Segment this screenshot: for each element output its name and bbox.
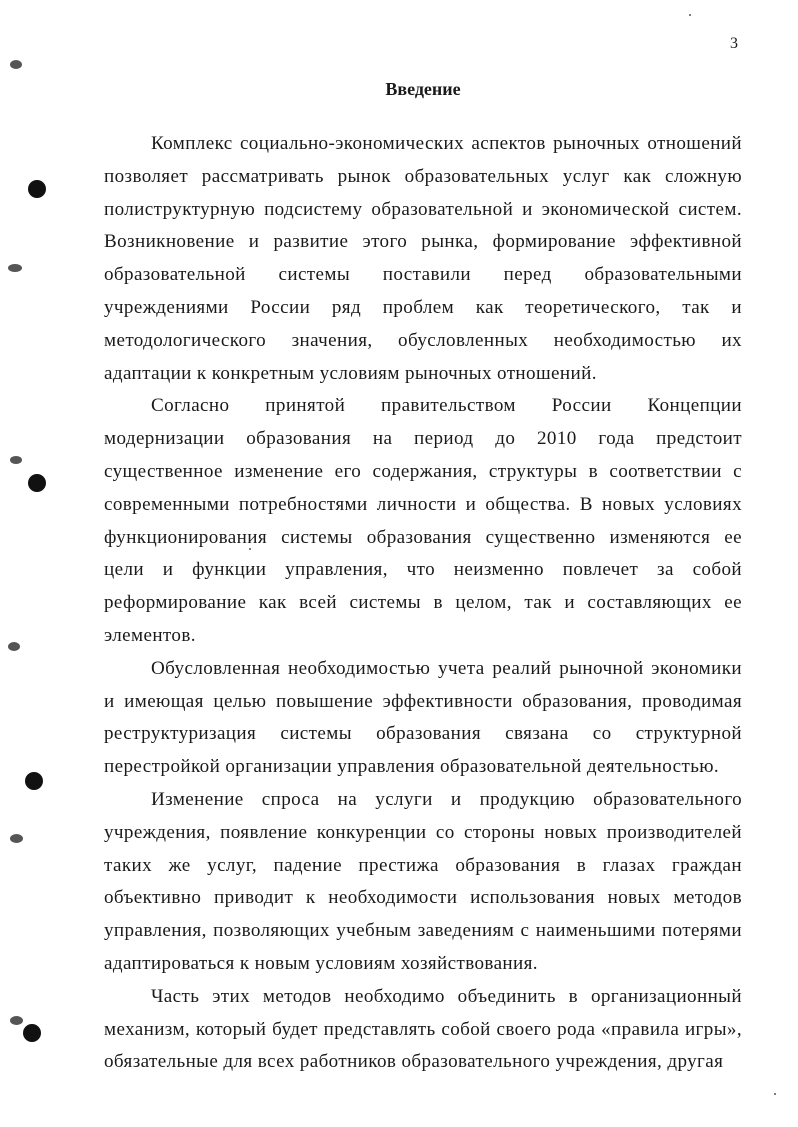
speck-1 — [689, 14, 691, 16]
binding-mark-3 — [10, 456, 22, 464]
binding-mark-2 — [8, 264, 22, 272]
binding-mark-6 — [10, 1016, 23, 1025]
punch-hole-2 — [28, 474, 46, 492]
punch-hole-1 — [28, 180, 46, 198]
binding-mark-1 — [10, 60, 22, 69]
body-text — [104, 128, 742, 1079]
punch-hole-3 — [25, 772, 43, 790]
paragraph-1: Комплекс социально-экономических аспектов рыночных отношений позволяет рассматривать рынок образовательных услуг как сложную полиструктурную подсистему образовательной и экономической систем. Возникновение и развитие этого рынка, формирование эффективной образовательной системы поставили перед образовательными учреждениями России ряд проблем как теоретического, так и методологического значения, обусловленных необходимостью их адаптации к конкретным условиям рыночных отношений. — [104, 133, 742, 384]
paragraph-2: Согласно принятой правительством России Концепции модернизации образования на период до 2010 года предстоит существенное изменение его содержания, структуры в соответствии с современными потребностями личности и общества. В новых условиях функционирования системы образования существенно изменяются ее цели и функции управления, что неизменно повлечет за собой реформирование как всей системы в целом, так и составляющих ее элементов. — [104, 395, 742, 646]
paragraph-3: Обусловленная необходимостью учета реалий рыночной экономики и имеющая целью повышение эффективности образования, проводимая реструктуризация системы образования связана со структурной перестройкой организации управления образовательной деятельностью. — [104, 657, 742, 778]
page-title: Введение — [385, 79, 461, 99]
speck-2 — [774, 1093, 776, 1095]
paragraph-5: Часть этих методов необходимо объединить в организационный механизм, который будет представлять собой своего рода «правила игры», обязательные для всех работников образовательного учреждения, другая — [104, 985, 742, 1073]
paragraph-4: Изменение спроса на услуги и продукцию образовательного учреждения, появление конкуренции со стороны новых производителей таких же услуг, падение престижа образования в глазах граждан объективно приводит к необходимости использования новых методов управления, позволяющих учебным заведениям с наименьшими потерями адаптироваться к новым условиям хозяйствования. — [104, 788, 742, 974]
punch-hole-4 — [23, 1024, 41, 1042]
binding-mark-5 — [10, 834, 23, 843]
speck-3 — [249, 548, 251, 550]
page-number: 3 — [730, 35, 738, 52]
binding-mark-4 — [8, 642, 20, 651]
